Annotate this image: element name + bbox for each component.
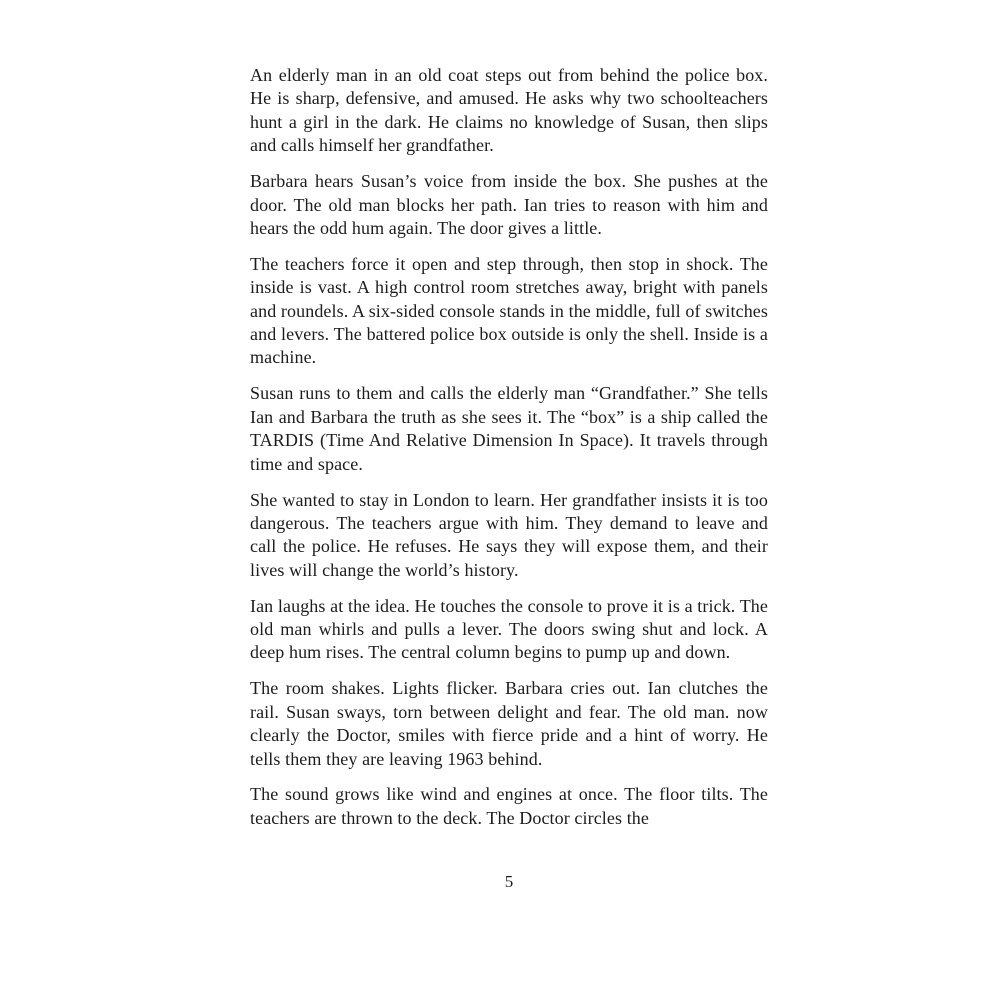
paragraph: An elderly man in an old coat steps out from behind the police box. He is sharp, defensive, and amused. He asks why two schoolteachers hunt a girl in the dark. He claims no knowledge of Susan, then slips and calls himself her grandfather. — [250, 65, 768, 156]
paragraph: The teachers force it open and step through, then stop in shock. The inside is vast. A high control room stretches away, bright with panels and roundels. A six-sided console stands in the middle, full of switches and levers. The battered police box outside is only the shell. Inside is a machine. — [250, 253, 768, 368]
page-number: 5 — [504, 872, 514, 891]
paragraph: The room shakes. Lights flicker. Barbara cries out. Ian clutches the rail. Susan sways, torn between delight and fear. The old man. now clearly the Doctor, smiles with fierce pride and a hint of worry. He tells them they are leaving 1963 behind. — [250, 678, 768, 769]
paragraph: She wanted to stay in London to learn. Her grandfather insists it is too dangerous. The teachers argue with him. They demand to leave and call the police. He refuses. He says they will expose them, and their lives will change the world’s history. — [250, 489, 768, 580]
text-column — [250, 64, 768, 843]
paragraph: Barbara hears Susan’s voice from inside the box. She pushes at the door. The old man blocks her path. Ian tries to reason with him and hears the odd hum again. The door gives a little. — [250, 171, 768, 238]
paragraph: Ian laughs at the idea. He touches the console to prove it is a trick. The old man whirls and pulls a lever. The doors swing shut and lock. A deep hum rises. The central column begins to pump up and down. — [250, 595, 768, 663]
paragraph: Susan runs to them and calls the elderly man “Grandfather.” She tells Ian and Barbara the truth as she sees it. The “box” is a ship called the TARDIS (Time And Relative Dimension In Space). It travels through time and space. — [250, 383, 768, 474]
paragraph: The sound grows like wind and engines at once. The floor tilts. The teachers are thrown to the deck. The Doctor circles the — [250, 784, 768, 828]
